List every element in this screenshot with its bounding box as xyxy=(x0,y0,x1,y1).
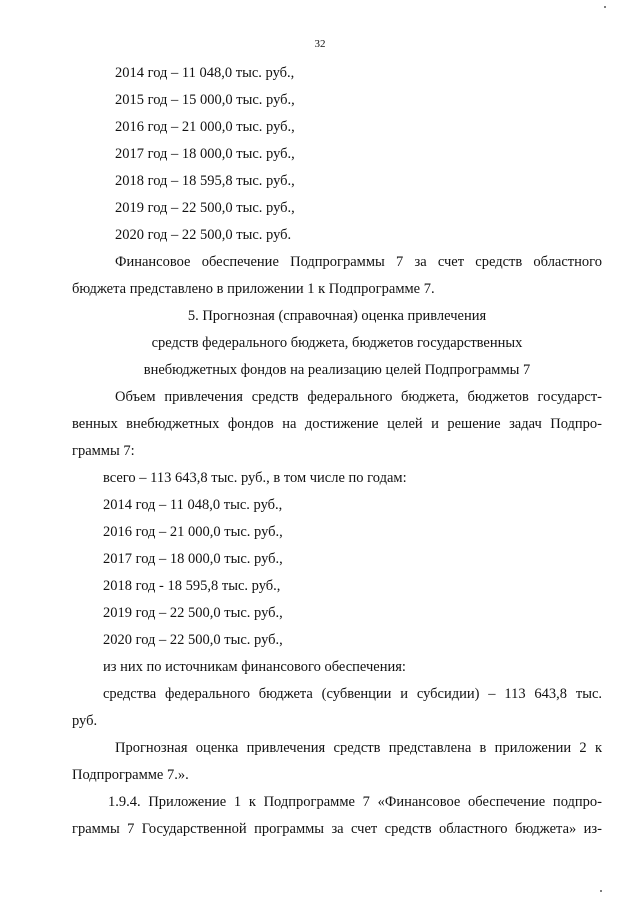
year-item: 2018 год – 18 595,8 тыс. руб., xyxy=(115,173,295,189)
paragraph-line: Прогнозная оценка привлечения средств представлена в приложении 2 к xyxy=(115,740,602,756)
paragraph-line: 1.9.4. Приложение 1 к Подпрограмме 7 «Финансовое обеспечение подпро- xyxy=(108,794,602,810)
paragraph-line: граммы 7: xyxy=(72,443,135,459)
scan-speck xyxy=(600,890,602,892)
year-item: 2016 год – 21 000,0 тыс. руб., xyxy=(115,119,295,135)
paragraph-line: Подпрограмме 7.». xyxy=(72,767,189,783)
year-item: 2017 год – 18 000,0 тыс. руб., xyxy=(115,146,295,162)
paragraph-line: Финансовое обеспечение Подпрограммы 7 за счет средств областного xyxy=(115,254,602,270)
paragraph-line: венных внебюджетных фондов на достижение целей и решение задач Подпро- xyxy=(72,416,602,432)
paragraph-line: Объем привлечения средств федерального бюджета, бюджетов государст- xyxy=(115,389,602,405)
paragraph-line: руб. xyxy=(72,713,98,729)
sources-line: из них по источникам финансового обеспечения: xyxy=(103,659,406,675)
year-item: 2017 год – 18 000,0 тыс. руб., xyxy=(103,551,283,567)
year-item: 2014 год – 11 048,0 тыс. руб., xyxy=(115,65,295,81)
paragraph-line: средства федерального бюджета (субвенции и субсидии) – 113 643,8 тыс. xyxy=(103,686,602,702)
section-heading-line: 5. Прогнозная (справочная) оценка привлечения xyxy=(187,308,487,324)
year-item: 2014 год – 11 048,0 тыс. руб., xyxy=(103,497,283,513)
year-item: 2016 год – 21 000,0 тыс. руб., xyxy=(103,524,283,540)
page-number: 32 xyxy=(314,38,326,50)
year-item: 2015 год – 15 000,0 тыс. руб., xyxy=(115,92,295,108)
year-item: 2019 год – 22 500,0 тыс. руб., xyxy=(103,605,283,621)
section-heading-line: внебюджетных фондов на реализацию целей Подпрограммы 7 xyxy=(143,362,531,378)
paragraph-line: граммы 7 Государственной программы за счет средств областного бюджета» из- xyxy=(72,821,602,837)
year-item: 2019 год – 22 500,0 тыс. руб., xyxy=(115,200,295,216)
scan-speck xyxy=(604,6,606,8)
year-item: 2020 год – 22 500,0 тыс. руб. xyxy=(115,227,292,243)
year-item: 2018 год - 18 595,8 тыс. руб., xyxy=(103,578,281,594)
year-item: 2020 год – 22 500,0 тыс. руб., xyxy=(103,632,283,648)
total-line: всего – 113 643,8 тыс. руб., в том числе по годам: xyxy=(103,470,407,486)
section-heading-line: средств федерального бюджета, бюджетов государственных xyxy=(151,335,523,351)
paragraph-line: бюджета представлено в приложении 1 к Подпрограмме 7. xyxy=(72,281,435,297)
